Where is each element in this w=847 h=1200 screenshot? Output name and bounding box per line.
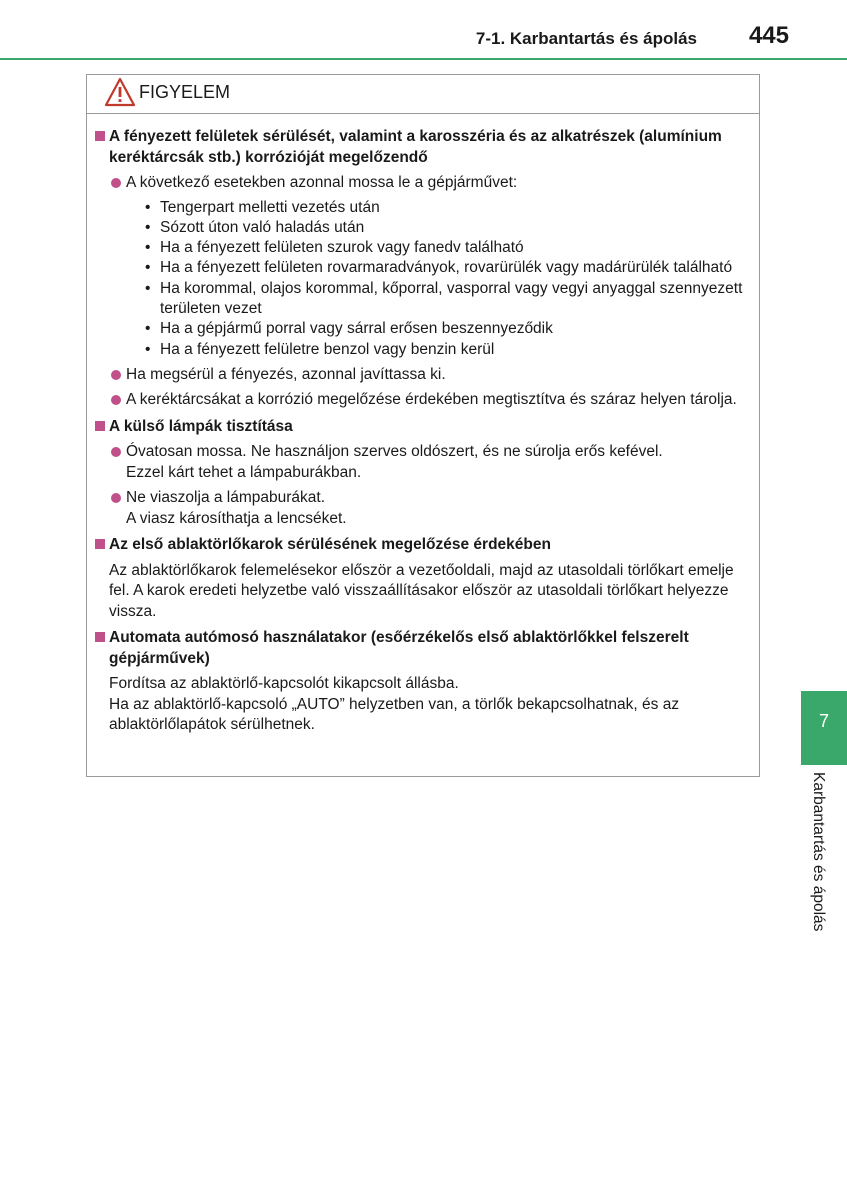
section-bullet-icon [95,539,105,549]
section-title: Az első ablaktörlőkarok sérülésének megelőzése érdekében [109,536,551,554]
chapter-side-label-text: Karbantartás és ápolás [810,772,827,932]
sub-list-item: • Tengerpart melletti vezetés után [143,198,751,218]
warning-box [86,74,760,777]
warning-triangle-icon [104,77,136,107]
list-item-text: A következő esetekben azonnal mossa le a gépjárművet: [126,174,518,191]
sub-list-item: • Ha a fényezett felületen szurok vagy fanedv található [143,238,751,258]
section-bullet-icon [95,131,105,141]
list-item [109,390,751,411]
paragraph: Az ablaktörlőkarok felemelésekor először a vezetőoldali, majd az utasoldali törlőkart emelje fel. A karok eredeti helyzetbe való visszaállításakor először az utasoldali törlőkart helyezze vissza. [109,561,734,620]
warning-title: FIGYELEM [139,82,231,102]
section-bullet-icon [95,632,105,642]
sub-list [143,198,751,360]
section-paint-protection [87,127,751,411]
section-title: Automata autómosó használatakor (esőérzékelős első ablaktörlőkkel felszerelt gépjárművek) [109,629,689,667]
section-title: A fényezett felületek sérülését, valamint a karosszéria és az alkatrészek (alumínium keréktárcsák stb.) korrózióját megelőzendő [109,128,722,166]
list-item-text: Óvatosan mossa. Ne használjon szerves oldószert, és ne súrolja erős kefével. [126,443,663,461]
paragraph: Fordítsa az ablaktörlő-kapcsolót kikapcsolt állásba. [109,675,459,693]
dot-bullet-icon [111,370,121,380]
list-item-text-secondary: A viasz károsíthatja a lencséket. [126,509,347,527]
sub-list-item: • Ha a fényezett felületre benzol vagy benzin kerül [143,340,751,360]
list-item [109,365,751,386]
chapter-tab-number: 7 [818,711,829,731]
chapter-title: 7-1. Karbantartás és ápolás [475,29,697,48]
sub-list-item: • Ha a fényezett felületen rovarmaradványok, rovarürülék vagy madárürülék található [143,258,751,278]
dot-bullet-icon [111,447,121,457]
list-item [109,488,751,529]
section-bullet-icon [95,421,105,431]
warning-content [87,127,761,736]
dot-bullet-icon [111,493,121,503]
sub-list-item: • Sózott úton való haladás után [143,218,751,238]
dot-bullet-icon [111,395,121,405]
section-wiper-arms [87,535,751,622]
list-item-text-secondary: Ezzel kárt tehet a lámpaburákban. [126,463,362,481]
paragraph: Ha az ablaktörlő-kapcsoló „AUTO” helyzetben van, a törlők bekapcsolhatnak, és az ablaktörlőlapátok sérülhetnek. [109,695,680,734]
warning-header [87,75,759,114]
dot-bullet-icon [111,178,121,188]
list-item-text: Ne viaszolja a lámpaburákat. [126,489,326,507]
section-lamp-cleaning [87,417,751,530]
chapter-tab[interactable] [801,691,847,765]
list-item-text: Ha megsérül a fényezés, azonnal javíttassa ki. [126,365,446,383]
header-rule [0,58,847,60]
section-title: A külső lámpák tisztítása [109,417,293,435]
chapter-side-label [787,772,847,962]
sub-list-item: • Ha korommal, olajos korommal, kőporral, vasporral vagy vegyi anyaggal szennyezett területen vezet [143,279,751,320]
page-number: 445 [748,22,789,49]
list-item-text: A keréktárcsákat a korrózió megelőzése érdekében megtisztítva és száraz helyen tárolja. [126,391,737,409]
sub-list-item: • Ha a gépjármű porral vagy sárral erősen beszennyeződik [143,319,751,339]
list-item [109,442,751,483]
list-item [109,173,751,360]
section-car-wash [87,628,751,736]
